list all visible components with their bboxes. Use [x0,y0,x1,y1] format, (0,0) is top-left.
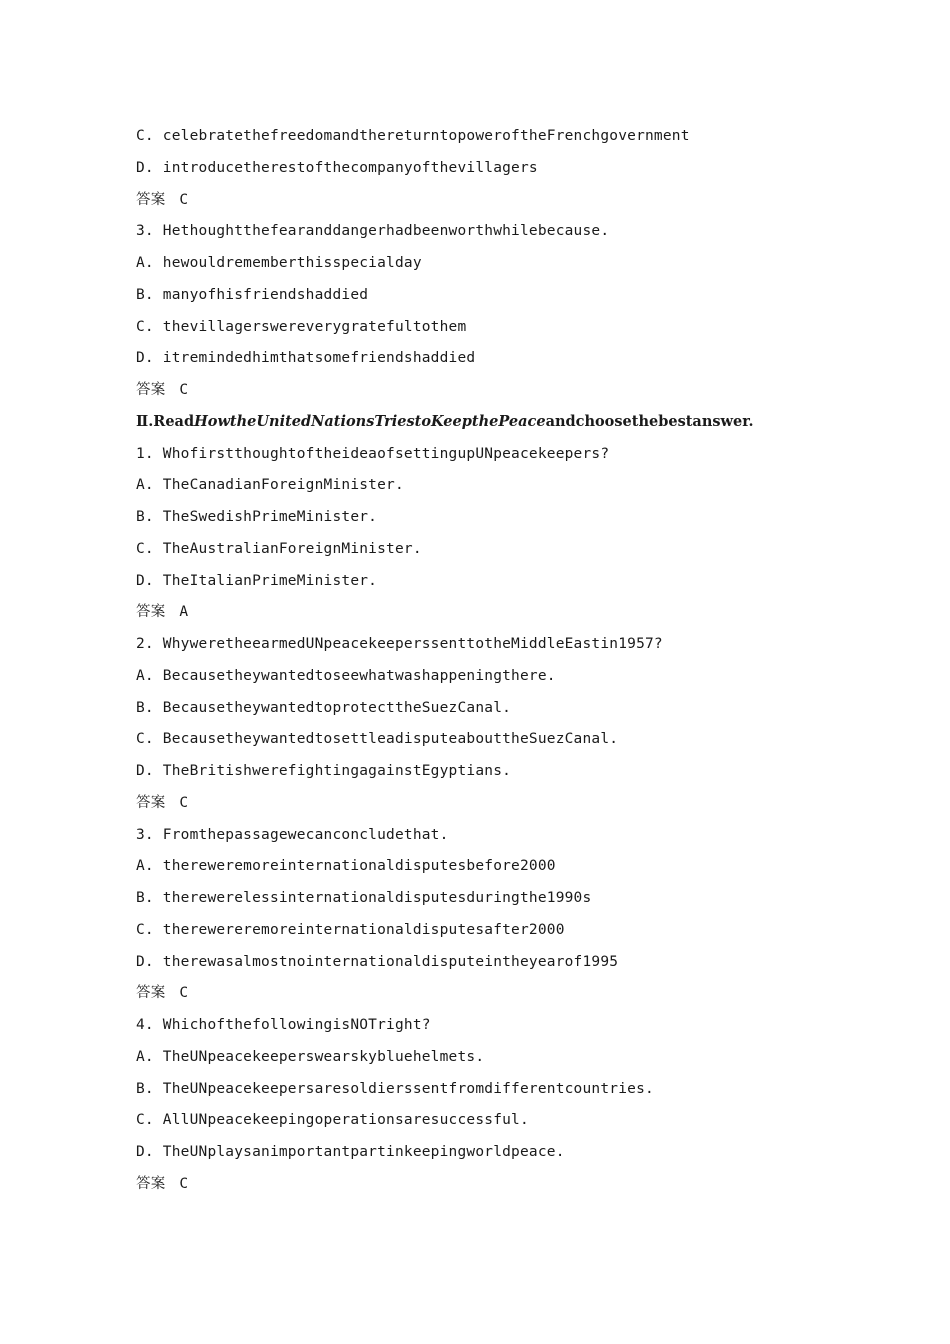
option-text: D. introducetherestofthecompanyofthevillagers [136,159,538,176]
answer-line [136,1172,836,1204]
option-text: D. itremindedhimthatsomefriendshaddied [136,350,476,367]
answer-label: 答案 [136,382,166,398]
answer-label: 答案 [136,1175,166,1192]
question-text: 4. WhichofthefollowingisNOTright? [136,1017,431,1033]
option-text: B. manyofhisfriendshaddied [136,286,369,303]
option-text: D. TheBritishwerefightingagainstEgyptians. [136,763,512,779]
answer-label: 答案 [136,985,166,1002]
option-text: B. BecausetheywantedtoprotecttheSuezCanal. [136,699,512,716]
option-text: A. thereweremoreinternationaldisputesbefore2000 [136,858,556,875]
answer-key: C [179,191,189,208]
section-heading [136,410,836,442]
answer-key: C [179,794,189,811]
question-text: 3. Fromthepassagewecanconcludethat. [136,826,449,843]
option-text: A. TheUNpeacekeeperswearskybluehelmets. [136,1048,485,1065]
answer-line [136,791,836,823]
answer-label: 答案 [136,191,166,208]
option-text: B. TheUNpeacekeepersaresoldierssentfromdifferentcountries. [136,1080,654,1097]
option-text: D. therewasalmostnointernationaldisputeintheyearof1995 [136,953,619,970]
answer-line [136,188,836,220]
question-text: 1. WhofirstthoughtoftheideaofsettingupUNpeacekeepers? [136,445,610,462]
answer-line [136,981,836,1013]
answer-key: A [179,604,189,621]
answer-line [136,378,836,410]
option-text: B. TheSwedishPrimeMinister. [136,509,378,525]
heading-suffix: andchoosethebestanswer. [545,412,754,430]
question-text: 3. Hethoughtthefearanddangerhadbeenworthwhilebecause. [136,223,610,240]
answer-line [136,600,836,632]
option-text: A. Becausetheywantedtoseewhatwashappeningthere. [136,667,556,684]
option-text: B. therewerelessinternationaldisputesduringthe1990s [136,890,592,906]
option-text: A. hewouldrememberthisspecialday [136,255,422,271]
option-text: C. BecausetheywantedtosettleadisputeabouttheSuezCanal. [136,731,619,748]
option-text: C. celebratethefreedomandthereturntopoweroftheFrenchgovernment [136,128,690,144]
passage-title: HowtheUnitedNationsTriestoKeepthePeace [194,412,546,430]
answer-key: C [179,382,189,398]
answer-label: 答案 [136,794,166,811]
option-text: C. therewereremoreinternationaldisputesafter2000 [136,921,565,938]
option-text: C. TheAustralianForeignMinister. [136,540,422,557]
answer-label: 答案 [136,604,166,621]
option-text: C. AllUNpeacekeepingoperationsaresuccessful. [136,1112,529,1129]
question-text: 2. WhyweretheearmedUNpeacekeeperssenttotheMiddleEastin1957? [136,636,663,652]
option-text: A. TheCanadianForeignMinister. [136,477,404,494]
option-text: C. thevillagerswereverygratefultothem [136,318,467,335]
option-text: D. TheItalianPrimeMinister. [136,572,378,589]
exercise-content [136,124,836,1204]
answer-key: C [179,1175,189,1192]
answer-key: C [179,985,189,1002]
option-text: D. TheUNplaysanimportantpartinkeepingworldpeace. [136,1144,565,1160]
heading-prefix: Ⅱ.Read [136,412,195,430]
